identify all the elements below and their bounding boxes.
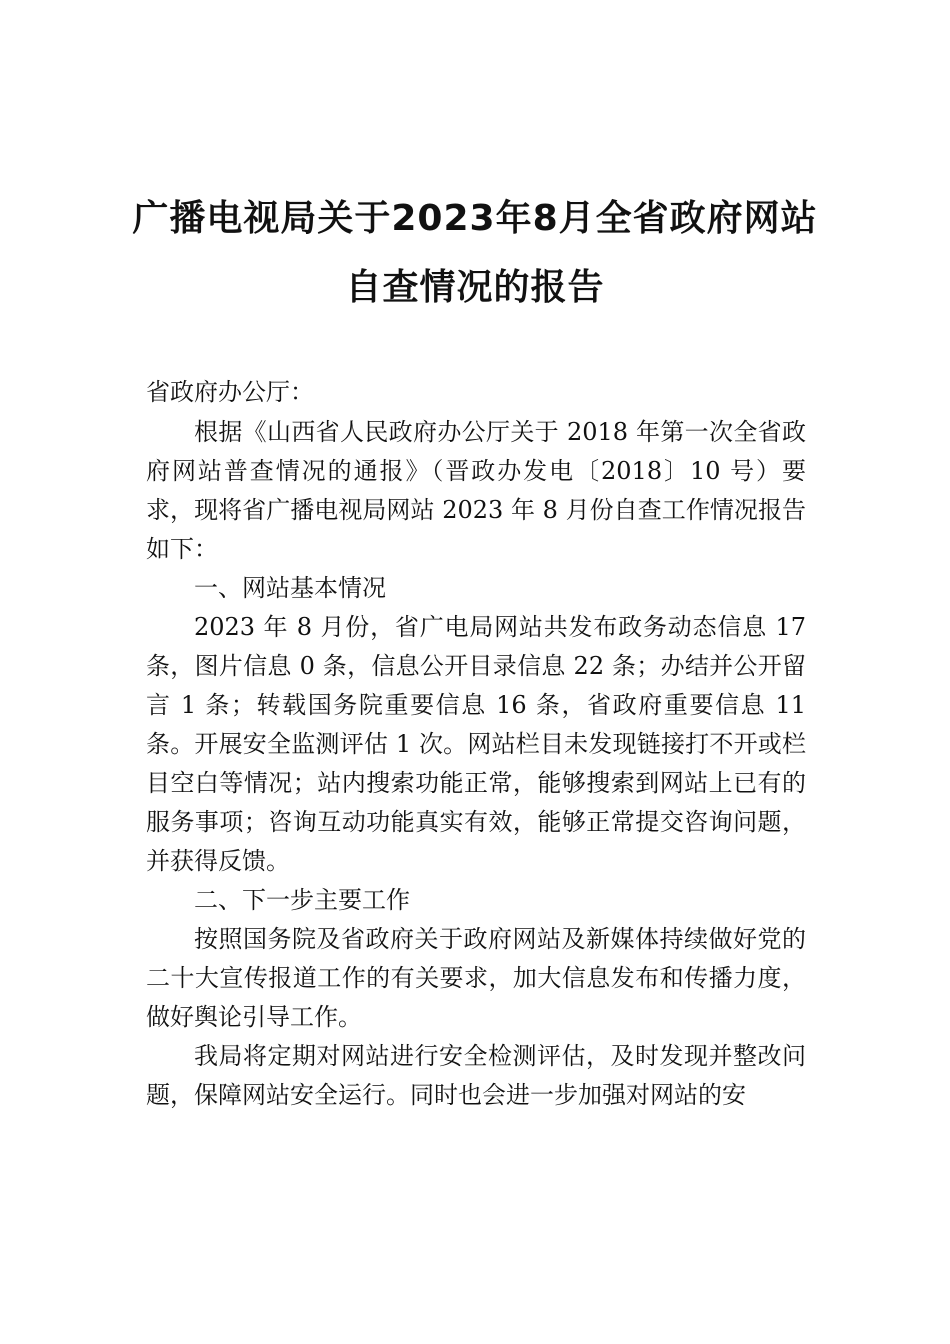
paragraph-next-steps-2: 我局将定期对网站进行安全检测评估，及时发现并整改问题，保障网站安全运行。同时也会进一步加强对网站的安 [146, 1042, 806, 1109]
salutation: 省政府办公厅： [146, 378, 314, 406]
document-title-line-2: 自查情况的报告 [345, 267, 605, 308]
paragraph-next-steps-1: 按照国务院及省政府关于政府网站及新媒体持续做好党的二十大宣传报道工作的有关要求，加大信息发布和传播力度，做好舆论引导工作。 [146, 925, 806, 1031]
section-heading-basic-situation: 一、网站基本情况 [194, 574, 386, 602]
paragraph-notice-reference: 根据《山西省人民政府办公厅关于 2018 年第一次全省政府网站普查情况的通报》（晋政办发电〔2018〕10 号）要求，现将省广播电视局网站 2023 年 8 月份自查工作情况报告如下： [146, 418, 806, 563]
document-title-line-1: 广播电视局关于2023年8月全省政府网站 [132, 198, 818, 239]
document-body [146, 413, 806, 1115]
paragraph-basic-situation: 2023 年 8 月份，省广电局网站共发布政务动态信息 17 条，图片信息 0 条，信息公开目录信息 22 条；办结并公开留言 1 条；转载国务院重要信息 16 条，省政府重要信息 11 条。开展安全监测评估 1 次。网站栏目未发现链接打不开或栏目空白等情况；站内搜索功能正常，能够搜索到网站上已有的服务事项；咨询互动功能真实有效，能够正常提交咨询问题，并获得反馈。 [146, 613, 806, 875]
section-heading-next-steps: 二、下一步主要工作 [194, 886, 410, 914]
